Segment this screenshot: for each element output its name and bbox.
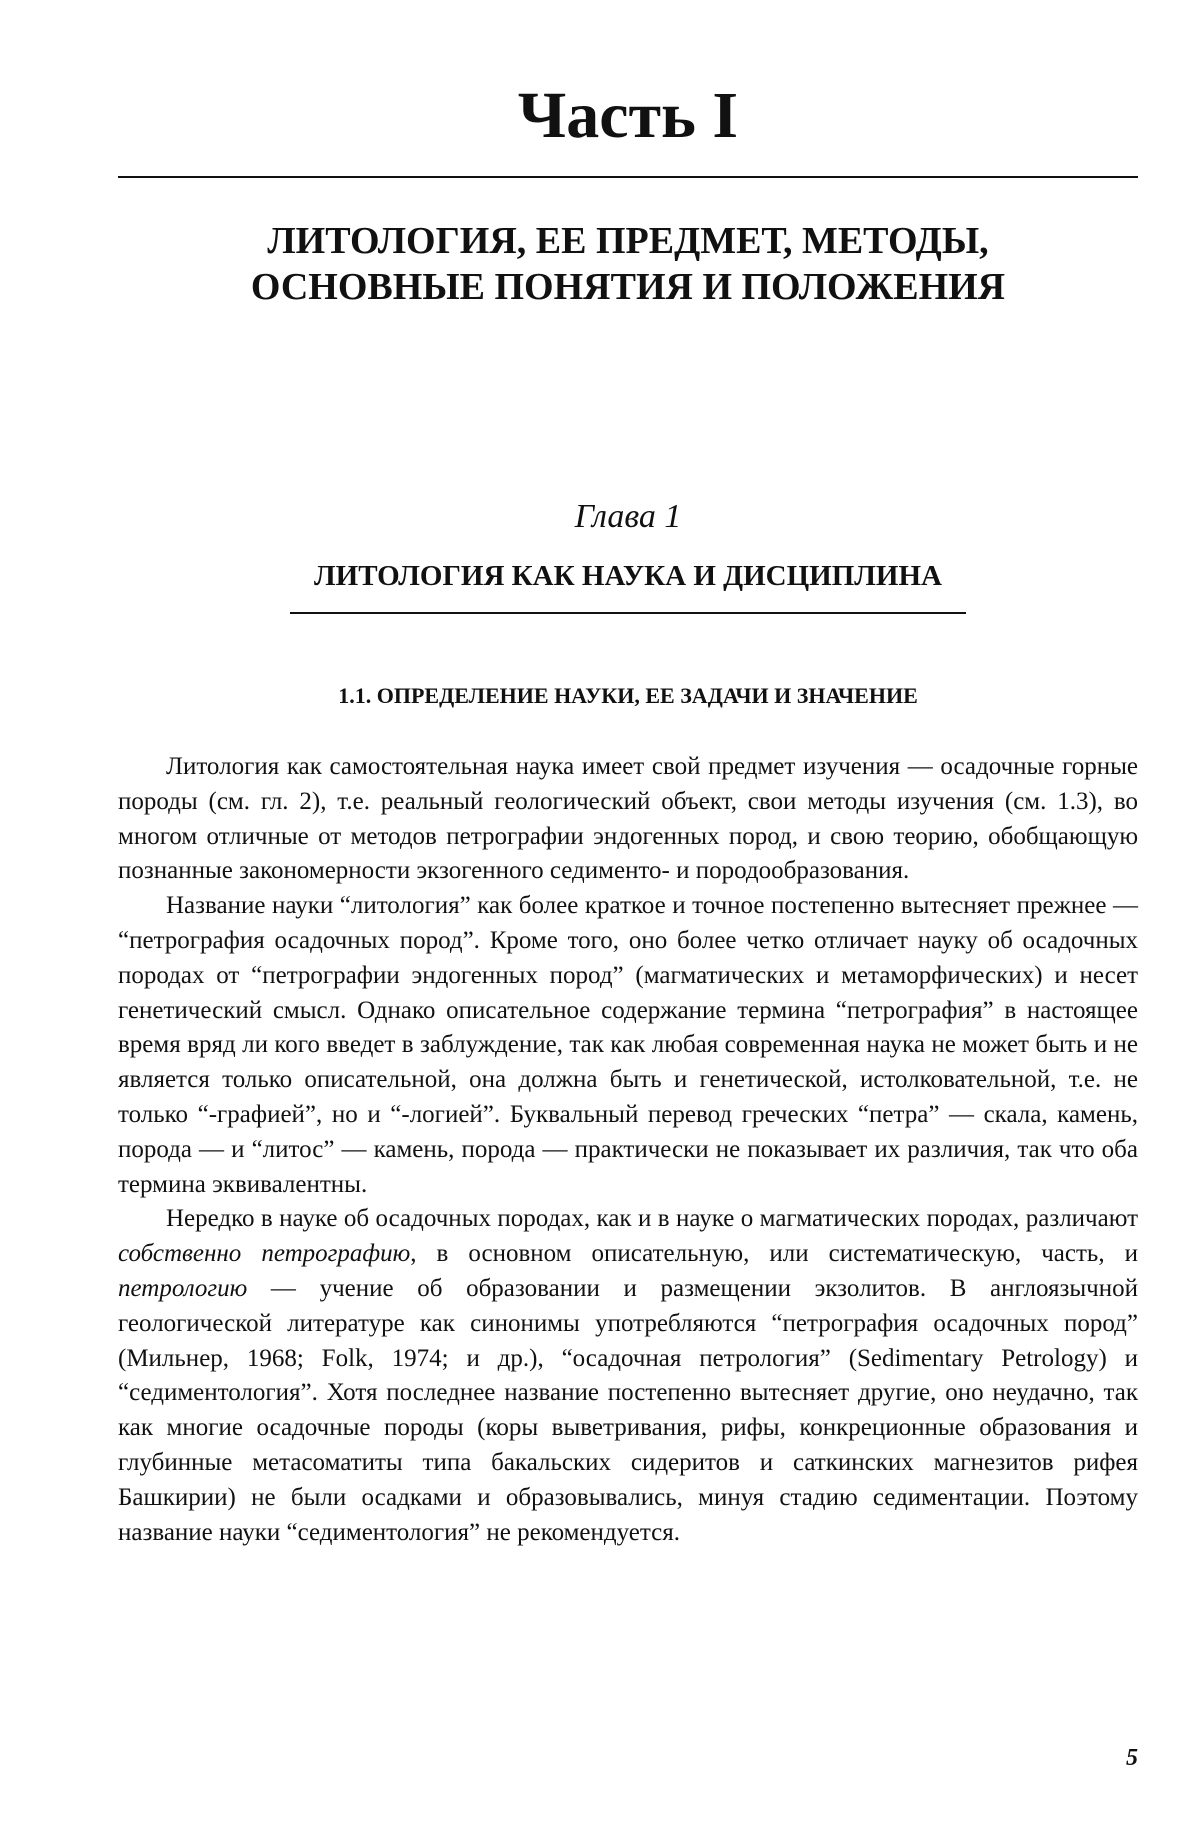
term-sobstvenno-petrografiya: собственно петрографию — [118, 1240, 411, 1268]
body-text — [118, 750, 1138, 1550]
page-number: 5 — [1126, 1745, 1138, 1771]
chapter-divider — [290, 612, 966, 614]
paragraph-3-part-a: Нередко в науке об осадочных породах, как и в науке о магматических породах, различают — [166, 1205, 1138, 1233]
part-subtitle-line-2: ОСНОВНЫЕ ПОНЯТИЯ И ПОЛОЖЕНИЯ — [250, 266, 1006, 308]
part-title: Часть I — [517, 79, 739, 152]
section-title: 1.1. ОПРЕДЕЛЕНИЕ НАУКИ, ЕЕ ЗАДАЧИ И ЗНАЧЕНИЕ — [338, 683, 918, 708]
paragraph-3 — [118, 1202, 1138, 1550]
paragraph-3-part-c: — учение об образовании и размещении экзолитов. В англоязычной геологической литературе как синонимы употребляются “петрография осадочных пород” (Мильнер, 1968; Folk, 1974; и др.), “осадочная петрология” (Sedimentary Petrology) и “седиментология”. Хотя последнее название постепенно вытесняет другие, оно неудачно, так как многие осадочные породы (коры выветривания, рифы, конкреционные образования и глубинные метасоматиты типа бакальских сидеритов и саткинских магнезитов рифея Башкирии) не были осадками и образовывались, минуя стадию седиментации. Поэтому название науки “седиментология” не рекомендуется. — [118, 1274, 1138, 1546]
part-subtitle-line-1: ЛИТОЛОГИЯ, ЕЕ ПРЕДМЕТ, МЕТОДЫ, — [267, 220, 989, 262]
book-page — [118, 0, 1138, 1831]
part-subtitle — [118, 218, 1138, 310]
part-divider — [118, 176, 1138, 178]
paragraph-1: Литология как самостоятельная наука имеет свой предмет изучения — осадочные горные породы (см. гл. 2), т.е. реальный геологический объект, свои методы изучения (см. 1.3), во многом отличные от методов петрографии эндогенных пород, и свою теорию, обобщающую познанные закономерности экзогенного седименто- и породообразования. — [118, 753, 1138, 885]
paragraph-2: Название науки “литология” как более краткое и точное постепенно вытесняет прежнее — “петрография осадочных пород”. Кроме того, оно более четко отличает науку об осадочных породах от “петрографии эндогенных пород” (магматических и метаморфических) и несет генетический смысл. Однако описательное содержание термина “петрография” в настоящее время вряд ли кого введет в заблуждение, так как любая современная наука не может быть и не является только описательной, она должна быть и генетической, истолковательной, т.е. не только “-графией”, но и “-логией”. Буквальный перевод греческих “петра” — скала, камень, порода — и “литос” — камень, порода — практически не показывает их различия, так что оба термина эквивалентны. — [118, 892, 1138, 1198]
chapter-label: Глава 1 — [574, 498, 682, 535]
term-petrologiya: петрологию — [118, 1274, 248, 1302]
paragraph-3-part-b: , в основном описательную, или систематическую, часть, и — [410, 1240, 1138, 1268]
chapter-title: ЛИТОЛОГИЯ КАК НАУКА И ДИСЦИПЛИНА — [314, 560, 942, 592]
